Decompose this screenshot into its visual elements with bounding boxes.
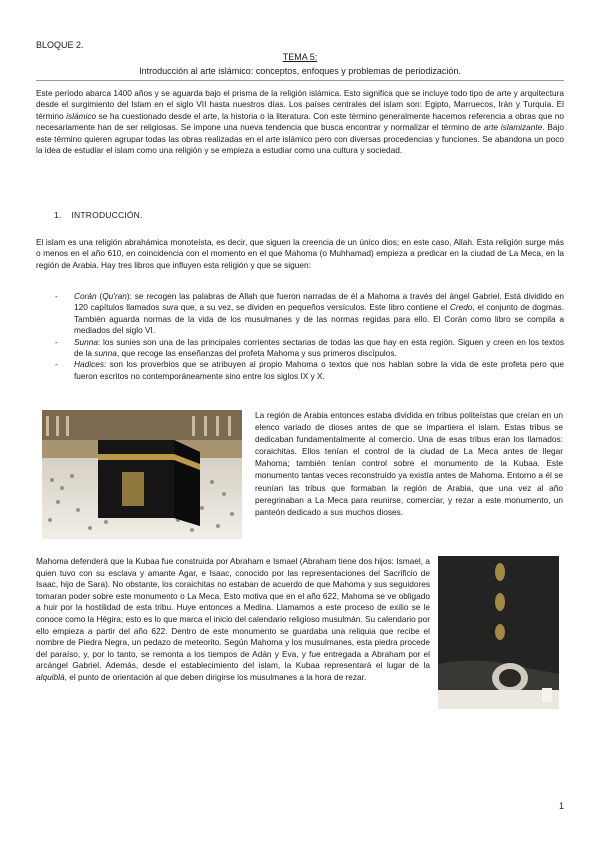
topic-subtitle: Introducción al arte islámico: conceptos, enfoques y problemas de periodización. [139, 66, 461, 76]
book-list [36, 291, 564, 382]
list-item-hadices: - Hadices: son los proverbios que se atribuyen al propio Mahoma o textos que nos hablan sobre la vida de este profeta pero que fueron escritos no contemporáneamente sino entre los siglos IX y X. [55, 359, 564, 381]
intro-paragraph: Este período abarca 1400 años y se aguarda bajo el prisma de la religión islámica. Esto significa que se incluye todo tipo de arte y arquitectura desde el surgimiento del Islam en el siglo VII hasta nuestros días. Los países centrales del islam son: Egipto, Marruecos, Irán y Turquía. El término islámico se ha cuestionado desde el arte, la historia o la literatura. Con este término generalmente hacemos referencia a obras que no necesariamente han de ser religiosas. Se impone una nueva tendencia que busca encontrar y normalizar el término de arte islamizante. Bajo este término quieren agrupar todas las obras realizadas en el arte islámico pero con diversas procedencias y funciones. Se abandona un poco la idea de estudiar el islam como una religión y se empieza a estudiar como una cultura y sociedad. [36, 88, 564, 156]
list-item-coran: - Corán (Qu'ran): se recogen las palabras de Allah que fueron narradas de él a Mahoma a través del ángel Gabriel. Está dividido en 120 capítulos llamados sura que, a su vez, se dividen en pequeños versículos. Este libro contiene el Credo, el conjunto de dogmas. También aguarda normas de la vida de los musulmanes y de las normas regidas para ello. El Corán como libro se compila a mediados del siglo VI. [55, 291, 565, 336]
body-paragraph-mahoma: Mahoma defenderá que la Kubaa fue construida por Abraham e Ismael (Abraham tiene dos hijos: Ismael, a quien tuvo con su esclava y amante Agar, e Isaac, conocido por las representaciones del Sacrificio de Isaac, hijo de Sara). No obstante, los coraichitas no estaban de acuerdo de que Mahoma y sus seguidores tomaran poder sobre este monumento o La Meca. Esto motiva que en el año 622, Mahoma se ve obligado a huir por la hostilidad de esta tribu. Huye entonces a Medina. Llamamos a este proceso de exilio se le conoce como la Hégira; esto es lo que marca el inicio del calendario religioso musulmán. Su calendario por ello empieza a partir del año 622. Dentro de este monumento se guardaba una reliquia que recibe el nombre de Piedra Negra, un pedazo de meteorito. Según Mahoma y los musulmanes, esta piedra procede del paraíso, y, por lo tanto, se remonta a los tiempos de Adán y Eva, y fue entregada a Abraham por el arcángel Gabriel. Además, desde el establecimiento del islam, la Kubaa representará el lugar de la alquiblá, el punto de orientación al que deben dirigirse los musulmanes a la hora de rezar. [36, 556, 430, 682]
section-heading [54, 210, 143, 220]
body-paragraph-islam: El islam es una religión abrahámica monoteísta, es decir, que siguen la creencia de un único dios; en este caso, Allah. Esta religión surge más o menos en el año 610, en coincidencia con el momento en el que Mahoma (o Muhhamad) empieza a predicar en la ciudad de La Meca, en la región de Arabia. Hay tres libros que influyen esta religión y que se siguen: [36, 237, 564, 270]
black-stone-photo [438, 556, 559, 709]
header-divider [36, 80, 564, 81]
list-item-sunna: - Sunna: los sunies son una de las principales corrientes sectarias de todas las que hay en esta región. Siguen y creen en los textos de la sunna, que recoge las enseñanzas del profeta Mahoma y sus primeros discípulos. [55, 336, 564, 359]
kaaba-photo [42, 410, 242, 539]
section-number: 1. [54, 210, 62, 220]
page-number: 1 [558, 801, 564, 811]
topic-label: TEMA 5: [282, 52, 318, 62]
section-title: INTRODUCCIÓN. [71, 210, 143, 220]
body-paragraph-arabia: La región de Arabia entonces estaba dividida en tribus politeístas que creían en un elenco variado de dioses antes de que se impartiera el islam. Estas tribus se dedicaban fundamentalmente al comercio. Una de esas tribus eran los llamados: coraichitas. Ellos tenían el control de la ciudad de La Meca antes de llegar Mahoma; también tenían control sobre el monumento de la Kubaa. Este monumento tantas veces reconstruido ya existía antes de Mahoma. Entorno a él se reunían las tribus que formaban la región de Arabia, que una vez al año peregrinaban a La Meca para reunirse, comerciar, y rezar a este monumento, un panteón dedicado a sus muchos dioses. [255, 410, 563, 517]
block-label: BLOQUE 2. [36, 40, 84, 50]
